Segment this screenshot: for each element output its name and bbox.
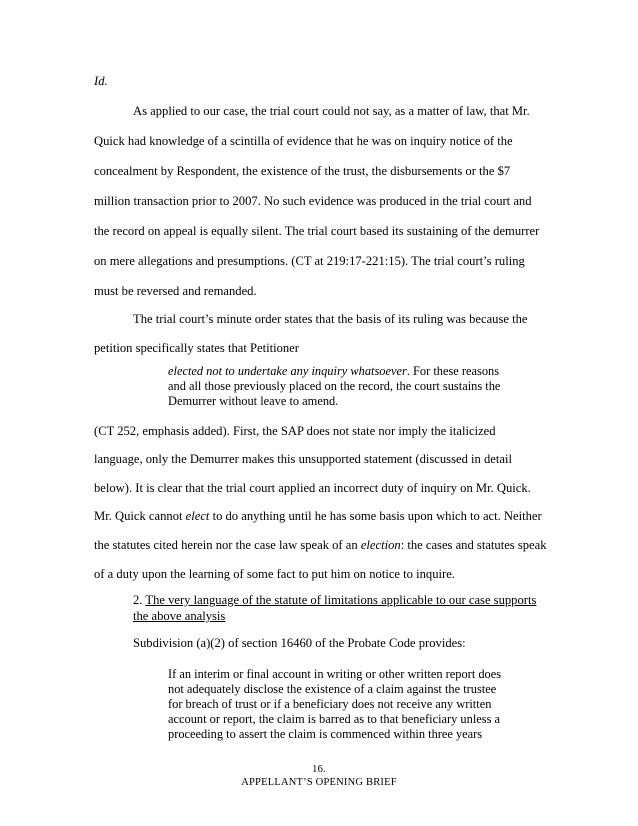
text-segment: to do anything until he has some basis upon which to act. Neither — [209, 509, 542, 523]
page-number: 16. — [312, 764, 326, 775]
paragraph-2-line-2: Quick had knowledge of a scintilla of evidence that he was on inquiry notice of the — [94, 134, 513, 148]
paragraph-4-line-4 — [94, 508, 542, 524]
paragraph-5-line-1: Subdivision (a)(2) of section 16460 of the Probate Code provides: — [133, 636, 466, 650]
citation-id: Id. — [94, 74, 108, 88]
paragraph-4-line-1: (CT 252, emphasis added). First, the SAP does not state nor imply the italicized — [94, 424, 496, 438]
paragraph-2-line-6: on mere allegations and presumptions. (CT at 219:17-221:15). The trial court’s ruling — [94, 254, 525, 268]
text-segment: : the cases and statutes speak — [400, 538, 547, 552]
block-quote-1-line-2: and all those previously placed on the record, the court sustains the — [168, 379, 501, 393]
quote-text: . For these reasons — [406, 364, 500, 378]
section-heading-text: The very language of the statute of limitations applicable to our case supports — [145, 593, 537, 607]
section-number: 2. — [133, 593, 146, 607]
paragraph-3-line-2: petition specifically states that Petitioner — [94, 341, 299, 355]
block-quote-2-line-1: If an interim or final account in writing or other written report does — [168, 667, 502, 681]
block-quote-2-line-3: for breach of trust or if a beneficiary does not receive any written — [168, 697, 492, 711]
block-quote-2-line-4: account or report, the claim is barred as to that beneficiary unless a — [168, 712, 501, 726]
paragraph-2-line-5: the record on appeal is equally silent. The trial court based its sustaining of the demurrer — [94, 224, 540, 238]
paragraph-4-line-2: language, only the Demurrer makes this unsupported statement (discussed in detail — [94, 452, 512, 466]
document-title-footer: APPELLANT’S OPENING BRIEF — [241, 777, 397, 788]
text-segment: Mr. Quick cannot — [94, 509, 186, 523]
block-quote-2-line-2: not adequately disclose the existence of a claim against the trustee — [168, 682, 497, 696]
section-heading-line-2: the above analysis — [133, 609, 226, 623]
block-quote-2-line-5: proceeding to assert the claim is commenced within three years — [168, 727, 483, 741]
section-heading-line-1 — [133, 592, 536, 608]
text-segment: the statutes cited herein nor the case law speak of an — [94, 538, 361, 552]
paragraph-4-line-5 — [94, 537, 547, 553]
italic-emphasis: elect — [185, 509, 210, 523]
paragraph-2-line-4: million transaction prior to 2007. No such evidence was produced in the trial court and — [94, 194, 532, 208]
paragraph-3-line-1: The trial court’s minute order states that the basis of its ruling was because the — [133, 312, 528, 326]
paragraph-2-line-1: As applied to our case, the trial court could not say, as a matter of law, that Mr. — [133, 104, 530, 118]
paragraph-4-line-6: of a duty upon the learning of some fact to put him on notice to inquire. — [94, 567, 455, 581]
italic-emphasis: election — [360, 538, 401, 552]
paragraph-2-line-3: concealment by Respondent, the existence of the trust, the disbursements or the $7 — [94, 164, 511, 178]
paragraph-2-line-7: must be reversed and remanded. — [94, 284, 257, 298]
paragraph-4-line-3: below). It is clear that the trial court applied an incorrect duty of inquiry on Mr. Quick. — [94, 481, 531, 495]
block-quote-1-line-1 — [168, 364, 499, 379]
block-quote-1-line-3: Demurrer without leave to amend. — [168, 394, 339, 408]
italic-emphasis: elected not to undertake any inquiry whatsoever — [168, 364, 407, 378]
